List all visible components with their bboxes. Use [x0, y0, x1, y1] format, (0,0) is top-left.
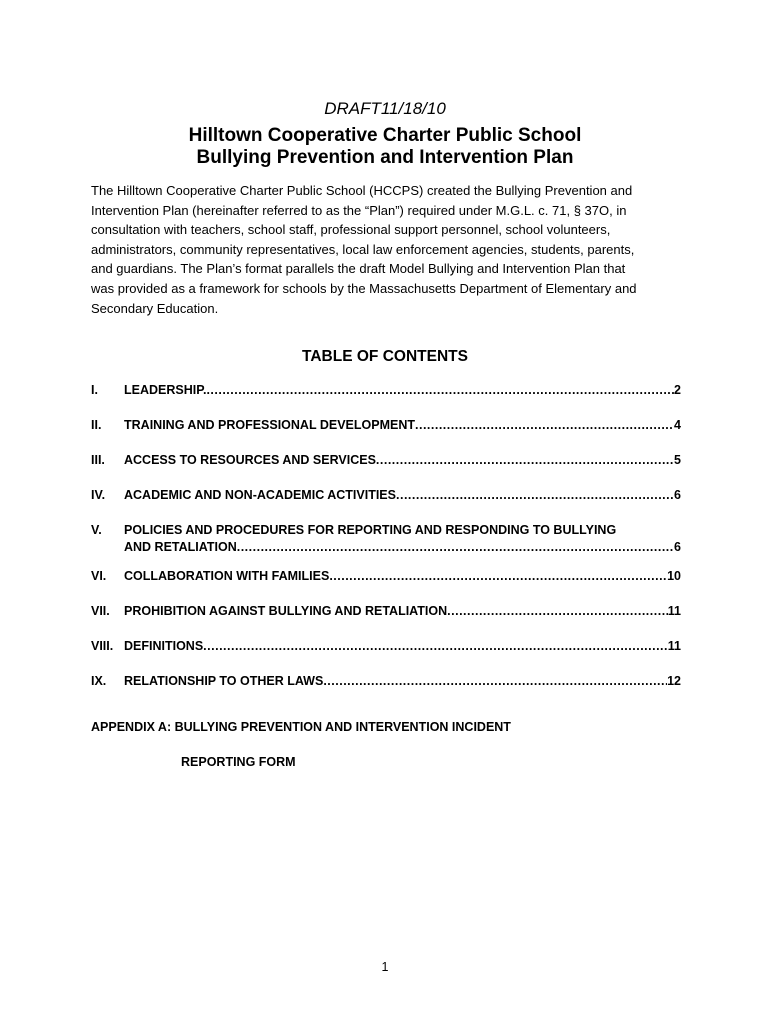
toc-entry-number: VI.	[91, 569, 107, 583]
toc-entry-title: TRAINING AND PROFESSIONAL DEVELOPMENT	[124, 418, 415, 432]
intro-line: The Hilltown Cooperative Charter Public School (HCCPS) created the Bullying Prevention and	[91, 183, 633, 198]
toc-entry-page: 11	[667, 604, 681, 618]
toc-entry-number: III.	[91, 453, 105, 467]
table-of-contents	[91, 383, 681, 694]
toc-entry-collaboration[interactable]	[91, 569, 681, 589]
toc-entry-number: I.	[91, 383, 98, 397]
toc-entry-leadership[interactable]	[91, 383, 681, 403]
toc-entry-page: 12	[667, 674, 681, 688]
toc-leader-dots	[323, 674, 667, 688]
toc-entry-relationship[interactable]	[91, 674, 681, 694]
toc-entry-title: COLLABORATION WITH FAMILIES	[124, 569, 330, 583]
toc-entry-number: IX.	[91, 674, 107, 688]
intro-paragraph	[91, 181, 691, 318]
toc-entry-page: 4	[674, 418, 681, 432]
toc-entry-title-line-2: AND RETALIATION	[124, 540, 237, 554]
toc-leader-dots	[206, 383, 674, 397]
toc-leader-dots	[203, 639, 668, 653]
intro-line: and guardians. The Plan’s format parallels the draft Model Bullying and Intervention Plan that	[91, 261, 626, 277]
toc-entry-policies[interactable]	[91, 523, 681, 554]
toc-entry-title: PROHIBITION AGAINST BULLYING AND RETALIATION	[124, 604, 448, 618]
toc-entry-title-line-1: POLICIES AND PROCEDURES FOR REPORTING AND RESPONDING TO BULLYING	[124, 523, 617, 537]
toc-entry-number: VIII.	[91, 639, 114, 653]
intro-line: Secondary Education.	[91, 300, 219, 316]
toc-entry-number: IV.	[91, 488, 106, 502]
toc-entry-title: DEFINITIONS	[124, 639, 204, 653]
toc-entry-number: V.	[91, 523, 102, 537]
intro-line: was provided as a framework for schools by the Massachusetts Department of Elementary and	[91, 280, 637, 296]
toc-entry-page: 6	[674, 540, 681, 554]
toc-entry-training[interactable]	[91, 418, 681, 438]
intro-line: administrators, community representatives, local law enforcement agencies, students, parents,	[91, 241, 635, 257]
toc-entry-page: 10	[667, 569, 681, 583]
intro-line: consultation with teachers, school staff, professional support personnel, school volunteers,	[91, 222, 611, 238]
appendix-heading-line-1[interactable]: APPENDIX A: BULLYING PREVENTION AND INTERVENTION INCIDENT	[91, 720, 511, 734]
toc-leader-dots	[447, 604, 668, 618]
toc-entry-definitions[interactable]	[91, 639, 681, 659]
toc-heading: TABLE OF CONTENTS	[302, 348, 468, 365]
draft-date-label: DRAFT11/18/10	[324, 99, 446, 118]
title-line-2: Bullying Prevention and Intervention Plan	[196, 147, 574, 168]
toc-entry-access[interactable]	[91, 453, 681, 473]
toc-entry-number: VII.	[91, 604, 110, 618]
toc-leader-dots	[237, 540, 674, 554]
toc-entry-page: 11	[667, 639, 681, 653]
page-number: 1	[381, 960, 389, 974]
appendix-heading-line-2[interactable]: REPORTING FORM	[181, 755, 296, 769]
toc-leader-dots	[415, 418, 674, 432]
toc-entry-academic[interactable]	[91, 488, 681, 508]
toc-entry-title: ACADEMIC AND NON-ACADEMIC ACTIVITIES	[124, 488, 396, 502]
document-title	[0, 125, 770, 169]
toc-leader-dots	[329, 569, 667, 583]
toc-entry-title: RELATIONSHIP TO OTHER LAWS	[124, 674, 324, 688]
toc-entry-title: LEADERSHIP.	[124, 383, 207, 397]
toc-entry-number: II.	[91, 418, 102, 432]
toc-leader-dots	[376, 453, 674, 467]
toc-entry-prohibition[interactable]	[91, 604, 681, 624]
title-line-1: Hilltown Cooperative Charter Public School	[188, 125, 582, 146]
toc-entry-title: ACCESS TO RESOURCES AND SERVICES	[124, 453, 376, 467]
toc-entry-page: 5	[674, 453, 681, 467]
intro-line: Intervention Plan (hereinafter referred to as the “Plan”) required under M.G.L. c. 71, § 37O, in	[91, 202, 627, 218]
toc-entry-page: 2	[674, 383, 681, 397]
toc-leader-dots	[396, 488, 674, 502]
toc-entry-page: 6	[674, 488, 681, 502]
